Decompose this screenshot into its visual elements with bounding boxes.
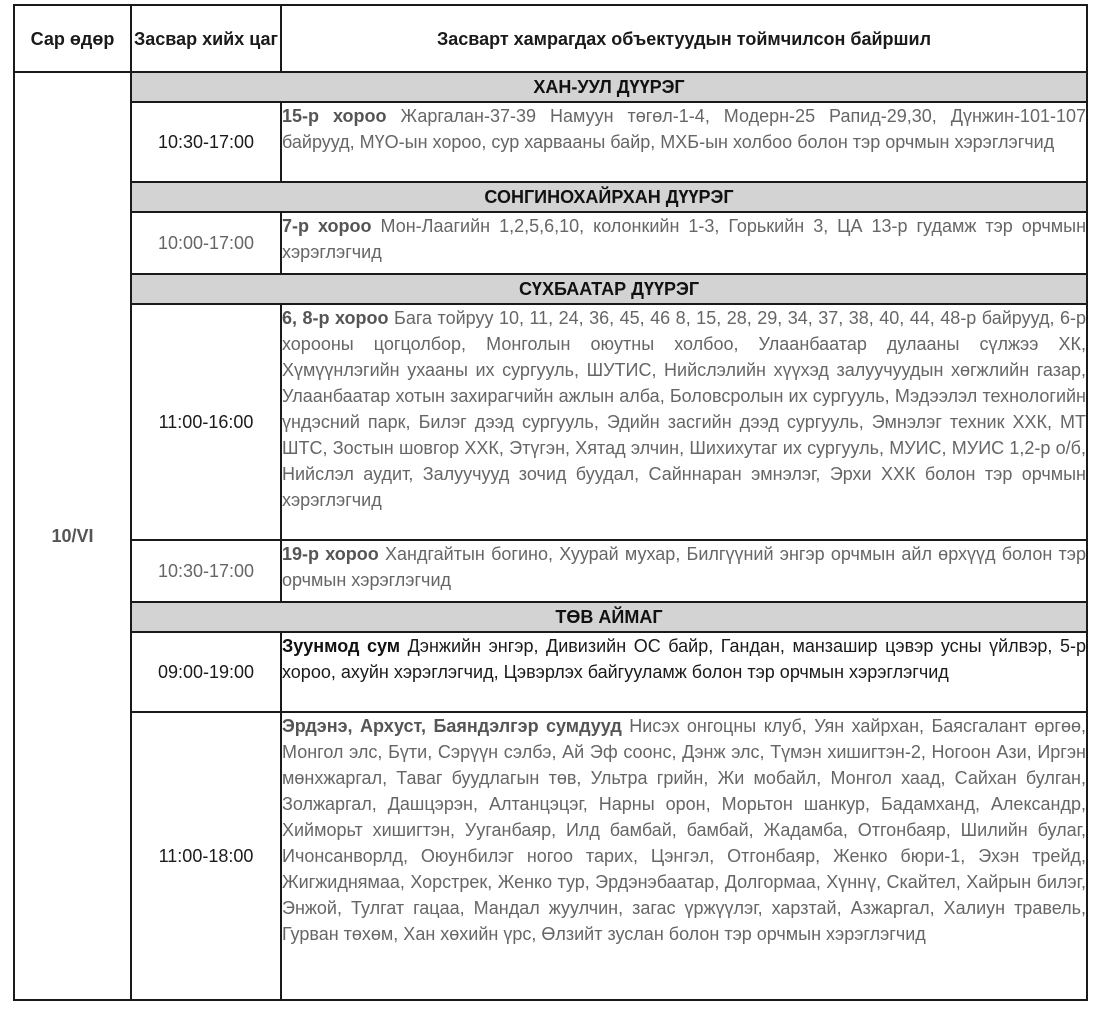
section-title: СҮХБААТАР ДҮҮРЭГ [131, 274, 1087, 304]
table-row [14, 212, 1087, 274]
time-cell: 11:00-16:00 [131, 304, 281, 540]
table-row [14, 540, 1087, 602]
location-cell [281, 304, 1087, 540]
section-row [14, 72, 1087, 102]
location-text: Дэнжийн энгэр, Дивизийн ОС байр, Гандан, манзашир цэвэр усны үйлвэр, 5-р хороо, ахуйн хэрэглэгчид, Цэвэрлэх байгууламж болон тэр орчмын хэрэглэгчид [282, 636, 1086, 682]
time-cell: 09:00-19:00 [131, 632, 281, 712]
location-cell [281, 540, 1087, 602]
table-row [14, 102, 1087, 182]
header-row [14, 5, 1087, 72]
location-cell [281, 102, 1087, 182]
section-title: ХАН-УУЛ ДҮҮРЭГ [131, 72, 1087, 102]
time-cell: 10:00-17:00 [131, 212, 281, 274]
table-row [14, 712, 1087, 1000]
location-cell [281, 212, 1087, 274]
location-bold: 7-р хороо [282, 216, 372, 236]
section-row [14, 182, 1087, 212]
location-cell [281, 632, 1087, 712]
time-cell: 10:30-17:00 [131, 540, 281, 602]
location-text: Хандгайтын богино, Хуурай мухар, Билгүүний энгэр орчмын айл өрхүүд болон тэр орчмын хэрэглэгчид [282, 544, 1086, 590]
time-cell: 11:00-18:00 [131, 712, 281, 1000]
location-bold: Зуунмод сум [282, 636, 401, 656]
location-text: Мон-Лаагийн 1,2,5,6,10, колонкийн 1-3, Горькийн 3, ЦА 13-р гудамж тэр орчмын хэрэглэгчид [282, 216, 1087, 262]
location-bold: 19-р хороо [282, 544, 379, 564]
location-text: Жаргалан-37-39 Намуун төгөл-1-4, Модерн-25 Рапид-29,30, Дүнжин-101-107 байрууд, МҮО-ын хороо, сур харвааны байр, МХБ-ын холбоо болон тэр орчмын хэрэглэгчид [282, 106, 1086, 152]
table-row [14, 304, 1087, 540]
section-title: СОНГИНОХАЙРХАН ДҮҮРЭГ [131, 182, 1087, 212]
header-time: Засвар хийх цаг [131, 5, 281, 72]
section-title: ТӨВ АЙМАГ [131, 602, 1087, 632]
header-date: Сар өдөр [14, 5, 131, 72]
date-cell: 10/VI [14, 72, 131, 1000]
section-row [14, 602, 1087, 632]
time-cell: 10:30-17:00 [131, 102, 281, 182]
location-bold: Эрдэнэ, Архуст, Баяндэлгэр сумдууд [282, 716, 622, 736]
location-bold: 6, 8-р хороо [282, 308, 389, 328]
location-cell [281, 712, 1087, 1000]
location-bold: 15-р хороо [282, 106, 387, 126]
location-text: Бага тойруу 10, 11, 24, 36, 45, 46 8, 15, 28, 29, 34, 37, 38, 40, 44, 48-р байрууд, 6-р хорооны цогцолбор, Монголын оюутны холбоо, Улаанбаатар дулааны сүлжээ ХК, Хүмүүнлэгийн ухааны их сургууль, ШУТИС, Нийслэлийн хүүхэд залуучуудын хөгжлийн газар, Улаанбаатар хотын захирагчийн ажлын алба, Боловсролын их сургууль, Мэдээлэл технологийн үндэсний парк, Билэг дээд сургууль, Эдийн засгийн дээд сургууль, Эмнэлэг техник ХХК, МТ ШТС, Зостын шовгор ХХК, Этүгэн, Хятад элчин, Шихихутаг их сургууль, МУИС, МУИС 1,2-р о/б, Нийслэл аудит, Залуучууд зочид буудал, Сайннаран эмнэлэг, Эрхи ХХК болон тэр орчмын хэрэглэгчид [282, 308, 1086, 510]
header-location: Засварт хамрагдах объектуудын тоймчилсон байршил [281, 5, 1087, 72]
location-text: Нисэх онгоцны клуб, Уян хайрхан, Баясгалант өргөө, Монгол элс, Бүти, Сэрүүн сэлбэ, Ай Эф соонс, Дэнж элс, Түмэн хишигтэн-2, Ногоон Ази, Иргэн мөнхжаргал, Таваг буудлагын төв, Ультра грийн, Жи мобайл, Монгол хаад, Сайхан булган, Золжаргал, Дашцэрэн, Алтанцэцэг, Нарны орон, Морьтон шанкур, Бадамханд, Александр, Хийморьт хишигтэн, Ууганбаяр, Илд бамбай, бамбай, Жадамба, Отгонбаяр, Шилийн булаг, Ичонсанворлд, Оюунбилэг ногоо тарих, Цэнгэл, Отгонбаяр, Женко бюри-1, Эхэн трейд, Жигжиднямаа, Хорстрек, Женко тур, Эрдэнэбаатар, Долгормаа, Хүннү, Скайтел, Хайрын билэг, Энжой, Тулгат гацаа, Мандал жуулчин, загас үржүүлэг, харзтай, Азжаргал, Халиун травель, Гурван төхөм, Хан хөхийн үрс, Өлзийт зуслан болон тэр орчмын хэрэглэгчид [282, 716, 1086, 944]
outage-schedule-table [13, 4, 1088, 1001]
section-row [14, 274, 1087, 304]
table-row [14, 632, 1087, 712]
